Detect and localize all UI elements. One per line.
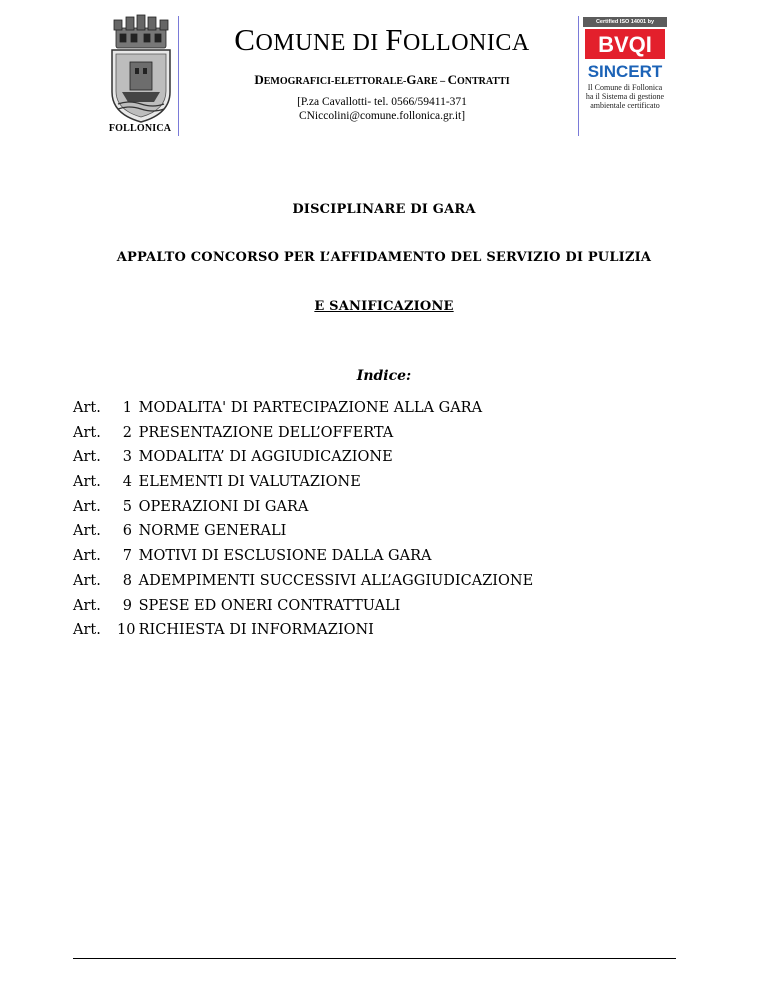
header-divider-left [178, 16, 179, 136]
certification-badge [583, 17, 667, 110]
document-subtitle-continued: E SANIFICAZIONE [314, 299, 454, 314]
footer-rule [73, 958, 676, 959]
org-address: [P.za Cavallotti- tel. 0566/59411-371 [297, 96, 467, 108]
index-item: Art. 8 ADEMPIMENTI SUCCESSIVI ALL’AGGIUDICAZIONE [73, 572, 534, 589]
document-title: DISCIPLINARE DI GARA [292, 202, 476, 217]
index-item: Art. 6 NORME GENERALI [73, 523, 287, 540]
index-item: Art. 3 MODALITA’ DI AGGIUDICAZIONE [73, 449, 393, 466]
index-item: Art. 4 ELEMENTI DI VALUTAZIONE [73, 474, 361, 491]
bvqi-sincert-logo-icon [583, 29, 667, 81]
header-divider-right [578, 16, 579, 136]
index-heading: Indice: [356, 368, 412, 384]
logo-sincert-text: SINCERT [587, 62, 663, 81]
org-email: CNiccolini@comune.follonica.gr.it] [298, 110, 466, 122]
crest-caption: FOLLONICA [108, 123, 172, 134]
certification-note: Il Comune di Follonica ha il Sistema di gestione ambientale certificato [585, 83, 665, 110]
index-item: Art. 9 SPESE ED ONERI CONTRATTUALI [73, 597, 401, 614]
logo-bvqi-text: BVQI [598, 32, 652, 57]
municipal-crest-icon [104, 14, 178, 124]
index-item: Art. 5 OPERAZIONI DI GARA [73, 498, 309, 515]
index-item: Art. 10 RICHIESTA DI INFORMAZIONI [73, 622, 374, 639]
org-title: COMUNE DI FOLLONICA [234, 22, 530, 57]
index-item: Art. 1 MODALITA' DI PARTECIPAZIONE ALLA GARA [73, 400, 483, 416]
index-item: Art. 2 PRESENTAZIONE DELL’OFFERTA [73, 424, 394, 441]
document-subtitle: APPALTO CONCORSO PER L’AFFIDAMENTO DEL SERVIZIO DI PULIZIA [116, 250, 652, 265]
index-list [73, 398, 533, 645]
org-department: DEMOGRAFICI-ELETTORALE-GARE – CONTRATTI [254, 72, 510, 87]
index-item: Art. 7 MOTIVI DI ESCLUSIONE DALLA GARA [73, 548, 432, 565]
certification-bar: Certified ISO 14001 by [583, 17, 667, 27]
